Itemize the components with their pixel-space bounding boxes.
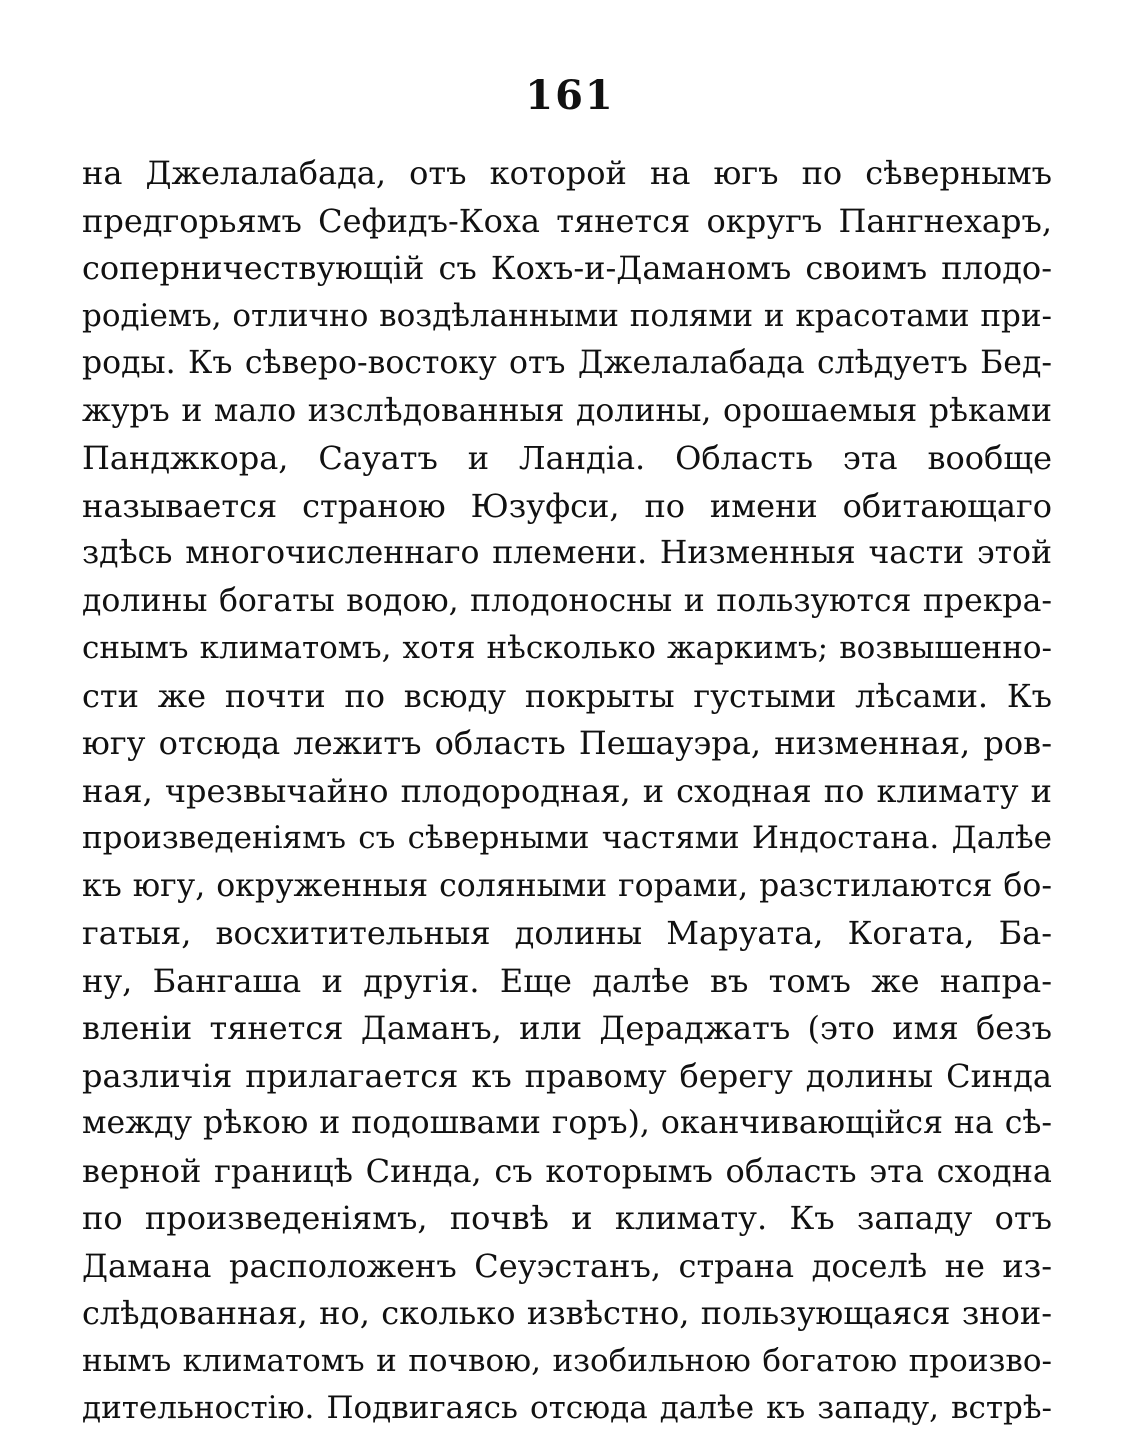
text-line: здѣсь многочисленнаго племени. Низменныя части этой [82, 535, 1052, 571]
text-line: сти же почти по всюду покрыты густыми лѣсами. Къ [82, 676, 1052, 715]
text-line: ну, Бангаша и другія. Еще далѣе въ томъ же напра- [82, 961, 1052, 1000]
text-line: слѣдованная, но, сколько извѣстно, пользующаяся знои- [82, 1294, 1052, 1332]
text-line: соперничествующій съ Кохъ-и-Даманомъ своимъ плодо- [82, 249, 1052, 287]
text-line: родіемъ, отлично воздѣланными полями и красотами при- [82, 297, 1052, 334]
text-line: вленіи тянется Даманъ, или Дераджатъ (это имя безъ [82, 1009, 1052, 1047]
text-line: нымъ климатомъ и почвою, изобильною богатою произво- [82, 1342, 1052, 1379]
text-line: по произведеніямъ, почвѣ и климату. Къ западу отъ [82, 1199, 1052, 1237]
text-line: дительностію. Подвигаясь отсюда далѣе къ западу, встрѣ- [82, 1390, 1052, 1426]
text-line: снымъ климатомъ, хотя нѣсколько жаркимъ; возвышенно- [82, 630, 1052, 666]
text-line: югу отсюда лежитъ область Пешауэра, низменная, ров- [82, 724, 1052, 762]
text-line: называется страною Юзуфси, по имени обитающаго [82, 486, 1052, 525]
text-line: предгорьямъ Сефидъ-Коха тянется округъ Пангнехаръ, [82, 201, 1052, 240]
text-line: произведеніямъ съ сѣверными частями Индостана. Далѣе [82, 820, 1052, 856]
text-line: между рѣкою и подошвами горъ), оканчивающійся на сѣ- [82, 1105, 1052, 1141]
text-line: къ югу, окруженныя соляными горами, разстилаются бо- [82, 867, 1052, 904]
page-number: 161 [525, 72, 615, 119]
text-line: Панджкора, Сауатъ и Ландіа. Область эта вообще [82, 439, 1052, 477]
text-line: ная, чрезвычайно плодородная, и сходная по климату и [82, 771, 1052, 810]
body-text [82, 150, 1052, 1433]
text-line: верной границѣ Синда, съ которымъ область эта сходна [82, 1151, 1052, 1190]
text-line: Дамана расположенъ Сеуэстанъ, страна доселѣ не из- [82, 1246, 1052, 1285]
text-line: роды. Къ сѣверо-востоку отъ Джелалабада слѣдуетъ Бед- [82, 345, 1052, 381]
text-line: журъ и мало изслѣдованныя долины, орошаемыя рѣками [82, 392, 1052, 429]
text-line: долины богаты водою, плодоносны и пользуются прекра- [82, 582, 1052, 619]
text-line: различія прилагается къ правому берегу долины Синда [82, 1056, 1052, 1095]
text-line: на Джелалабада, отъ которой на югъ по сѣвернымъ [82, 154, 1052, 192]
text-line: гатыя, восхитительныя долины Маруата, Когата, Ба- [82, 914, 1052, 952]
